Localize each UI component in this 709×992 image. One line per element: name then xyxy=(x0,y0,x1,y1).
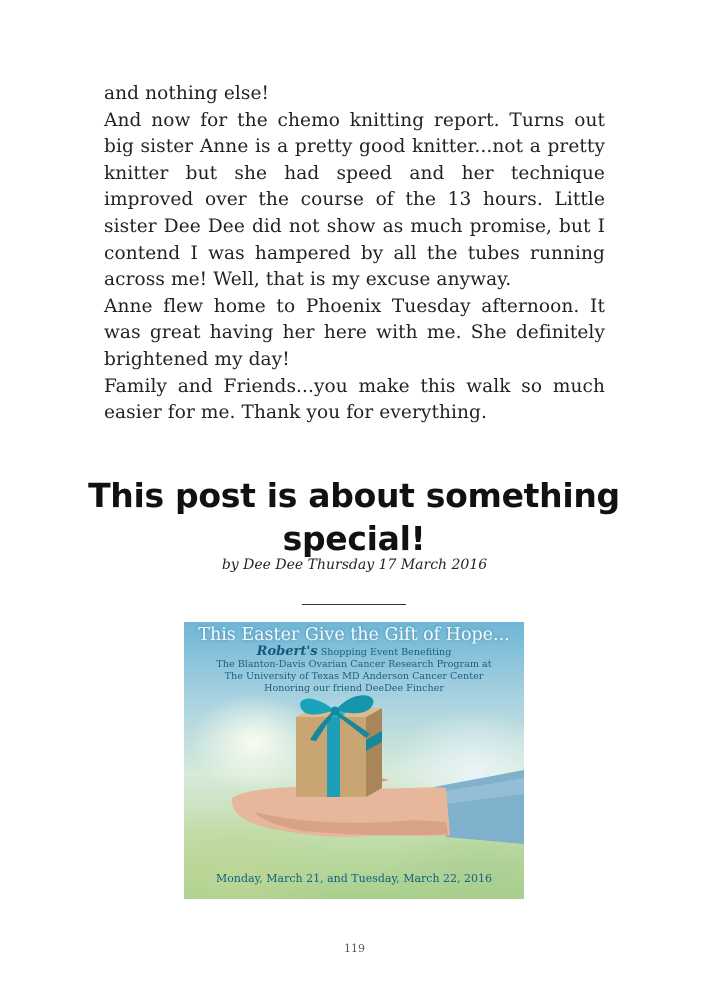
flyer-line-brand xyxy=(184,646,524,659)
gift-box-side xyxy=(366,708,382,797)
bow-knot xyxy=(331,707,340,716)
flyer-line-2: The Blanton-Davis Ovarian Cancer Research Program at xyxy=(216,659,492,670)
paragraph: Family and Friends...you make this walk so much easier for me. Thank you for everything. xyxy=(104,375,605,424)
flyer-dates: Monday, March 21, and Tuesday, March 22, 2016 xyxy=(215,872,493,885)
flyer-brand: Robert's xyxy=(256,644,318,659)
post-body-text xyxy=(104,81,605,427)
flyer-line-3: The University of Texas MD Anderson Cancer Center xyxy=(224,671,484,682)
post-title: This post is about something special! xyxy=(88,476,620,558)
flyer-details xyxy=(184,646,524,695)
paragraph: and nothing else! xyxy=(104,83,270,104)
event-flyer-image xyxy=(184,622,524,899)
flyer-line-4: Honoring our friend DeeDee Fincher xyxy=(264,683,444,694)
divider xyxy=(302,604,406,605)
post-byline: by Dee Dee Thursday 17 March 2016 xyxy=(221,557,488,573)
paragraph: Anne flew home to Phoenix Tuesday afternoon. It was great having her here with me. She definitely brightened my day! xyxy=(104,295,605,370)
paragraph: And now for the chemo knitting report. Turns out big sister Anne is a pretty good knitter...not a pretty knitter but she had speed and her technique improved over the course of the 13 hours. Little sister Dee Dee did not show as much promise, but I contend I was hampered by all the tubes running across me! Well, that is my excuse anyway. xyxy=(104,109,605,291)
page-number: 119 xyxy=(344,942,365,955)
flyer-headline: This Easter Give the Gift of Hope... xyxy=(198,625,510,645)
flyer-line-1: Shopping Event Benefiting xyxy=(317,647,452,658)
ribbon-vertical xyxy=(327,717,340,797)
